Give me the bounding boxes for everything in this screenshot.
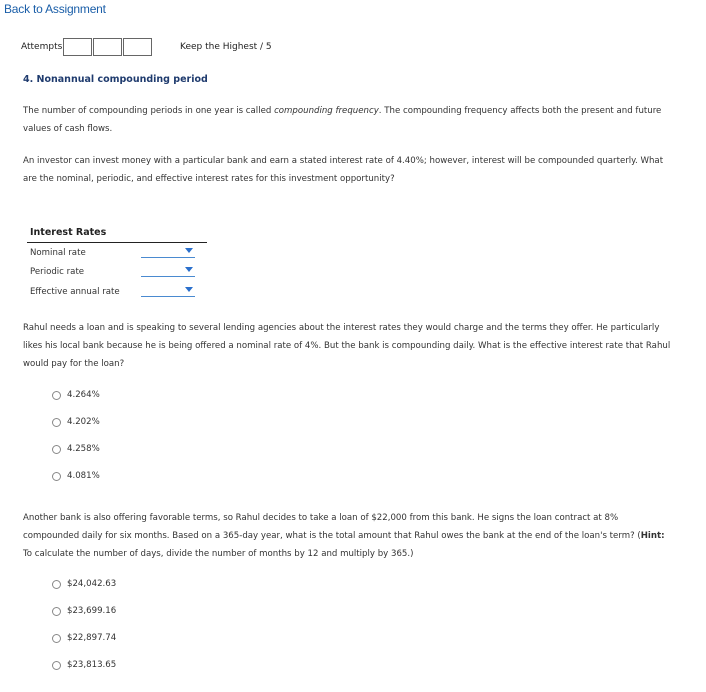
- chevron-down-icon: [185, 267, 193, 272]
- question-title: 4. Nonannual compounding period: [23, 74, 208, 85]
- q3-text: compounded daily for six months. Based on a 365-day year, what is the total amount that Rahul owes the bank at the end of the loan's term? (: [23, 531, 641, 541]
- intro-text: values of cash flows.: [23, 124, 113, 134]
- divider: [27, 242, 207, 243]
- q2-text: would pay for the loan?: [23, 359, 125, 369]
- attempt-box: [123, 38, 152, 56]
- radio-button[interactable]: [52, 418, 61, 427]
- q3-option-1[interactable]: [52, 579, 116, 589]
- attempt-box: [93, 38, 122, 56]
- option-label: 4.264%: [67, 390, 100, 400]
- q2-text: Rahul needs a loan and is speaking to several lending agencies about the interest rates they would charge and the terms they offer. He particularly: [23, 323, 660, 333]
- scenario-text: are the nominal, periodic, and effective interest rates for this investment opportunity?: [23, 174, 395, 184]
- option-label: $24,042.63: [67, 579, 117, 589]
- q2-option-3[interactable]: [52, 444, 100, 454]
- radio-button[interactable]: [52, 607, 61, 616]
- radio-button[interactable]: [52, 661, 61, 670]
- q3-paragraph: [23, 509, 699, 563]
- effective-annual-rate-label: Effective annual rate: [30, 287, 120, 297]
- attempt-indicator: [63, 38, 153, 56]
- nominal-rate-label: Nominal rate: [30, 248, 86, 258]
- q2-option-1[interactable]: [52, 390, 100, 400]
- hint-label: Hint:: [640, 531, 665, 541]
- option-label: 4.258%: [67, 444, 100, 454]
- option-label: $22,897.74: [67, 633, 117, 643]
- option-label: $23,699.16: [67, 606, 117, 616]
- intro-paragraph: [23, 102, 699, 138]
- intro-text: The number of compounding periods in one year is called: [23, 106, 275, 116]
- radio-button[interactable]: [52, 580, 61, 589]
- periodic-rate-dropdown[interactable]: [141, 264, 195, 277]
- q3-option-4[interactable]: [52, 660, 116, 670]
- q3-text: Another bank is also offering favorable terms, so Rahul decides to take a loan of $22,000 from this bank. He signs the loan contract at 8%: [23, 513, 619, 523]
- periodic-rate-label: Periodic rate: [30, 267, 85, 277]
- option-label: 4.202%: [67, 417, 100, 427]
- radio-button[interactable]: [52, 472, 61, 481]
- chevron-down-icon: [185, 287, 193, 292]
- back-to-assignment-link[interactable]: Back to Assignment: [4, 2, 106, 16]
- chevron-down-icon: [185, 248, 193, 253]
- intro-text: . The compounding frequency affects both the present and future: [378, 106, 662, 116]
- q2-option-4[interactable]: [52, 471, 100, 481]
- q2-text: likes his local bank because he is being offered a nominal rate of 4%. But the bank is compounding daily. What is the effective interest rate that Rahul: [23, 341, 671, 351]
- radio-button[interactable]: [52, 445, 61, 454]
- q2-paragraph: [23, 319, 699, 373]
- option-label: $23,813.65: [67, 660, 117, 670]
- interest-rates-heading: Interest Rates: [30, 227, 107, 238]
- attempts-label: Attempts: [21, 42, 63, 52]
- radio-button[interactable]: [52, 391, 61, 400]
- q3-text: To calculate the number of days, divide the number of months by 12 and multiply by 365.): [23, 549, 414, 559]
- intro-term: compounding frequency: [274, 106, 379, 116]
- nominal-rate-dropdown[interactable]: [141, 245, 195, 258]
- effective-annual-rate-dropdown[interactable]: [141, 284, 195, 297]
- scenario-paragraph: [23, 152, 699, 188]
- attempt-box: [63, 38, 92, 56]
- scenario-text: An investor can invest money with a particular bank and earn a stated interest rate of 4.40%; however, interest will be compounded quarterly. What: [23, 156, 664, 166]
- q2-option-2[interactable]: [52, 417, 100, 427]
- radio-button[interactable]: [52, 634, 61, 643]
- q3-option-3[interactable]: [52, 633, 116, 643]
- option-label: 4.081%: [67, 471, 100, 481]
- keep-highest-label: Keep the Highest / 5: [180, 42, 272, 52]
- q3-option-2[interactable]: [52, 606, 116, 616]
